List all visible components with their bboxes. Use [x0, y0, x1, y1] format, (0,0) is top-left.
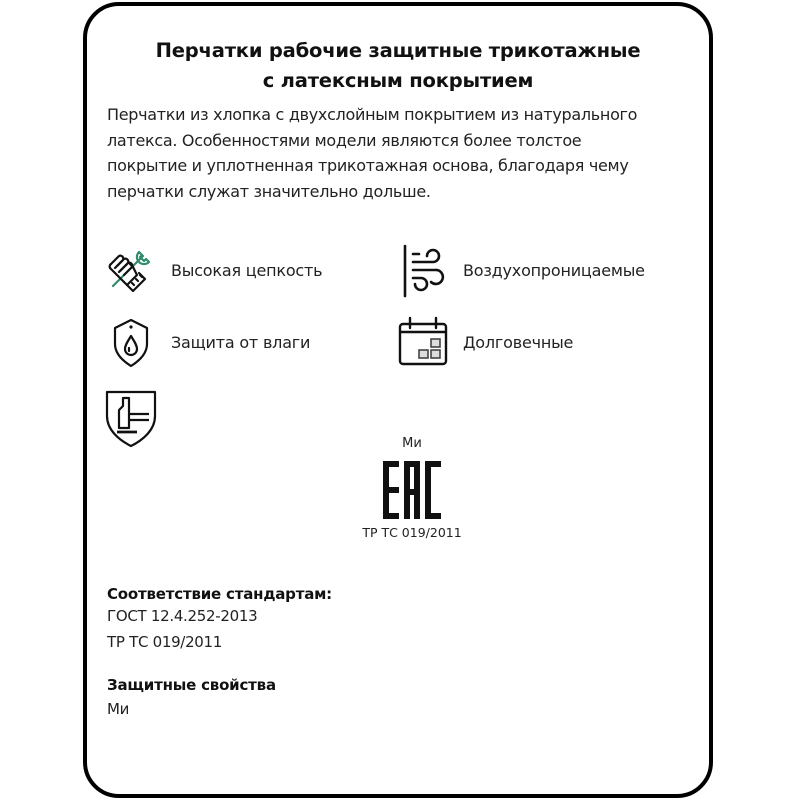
description-line: латекса. Особенностями модели являются более толстое [107, 130, 582, 150]
product-title [87, 36, 709, 96]
feature-label: Воздухопроницаемые [463, 260, 645, 280]
feature-label: Высокая цепкость [171, 260, 323, 280]
standards-heading: Соответствие стандартам: [107, 585, 332, 603]
title-line-1: Перчатки рабочие защитные трикотажные [155, 39, 641, 62]
feature-label: Защита от влаги [171, 332, 311, 352]
standard-item: ГОСТ 12.4.252-2013 [107, 607, 258, 625]
product-description [107, 102, 707, 204]
feature-durable [395, 314, 573, 370]
description-line: покрытие и уплотненная трикотажная основа, благодаря чему [107, 156, 629, 175]
shield-drop-icon [103, 314, 159, 370]
eac-top-label: Ми [402, 436, 422, 451]
eac-bottom-label: ТР ТС 019/2011 [362, 525, 462, 540]
title-line-2: с латексным покрытием [262, 69, 534, 92]
feature-moisture-protection [103, 314, 310, 370]
protective-properties-heading: Защитные свойства [107, 676, 276, 694]
standard-item: ТР ТС 019/2011 [107, 633, 223, 651]
product-info-card [83, 2, 713, 798]
shield-hammer-icon [103, 390, 159, 446]
calendar-icon [395, 314, 451, 370]
feature-breathable [395, 242, 645, 298]
eac-logo-icon [337, 461, 487, 519]
eac-certification [337, 436, 487, 540]
feature-high-grip [103, 242, 322, 298]
standards-section [107, 585, 332, 651]
description-line: перчатки служат значительно дольше. [107, 181, 431, 201]
feature-label: Долговечные [463, 332, 574, 352]
description-line: Перчатки из хлопка с двухслойным покрытием из натурального [107, 105, 638, 124]
glove-wrench-icon [103, 242, 159, 298]
protective-properties-value: Ми [107, 700, 130, 718]
protective-properties-section [107, 676, 276, 718]
wind-icon [395, 242, 451, 298]
feature-mechanical-protection [103, 390, 159, 446]
